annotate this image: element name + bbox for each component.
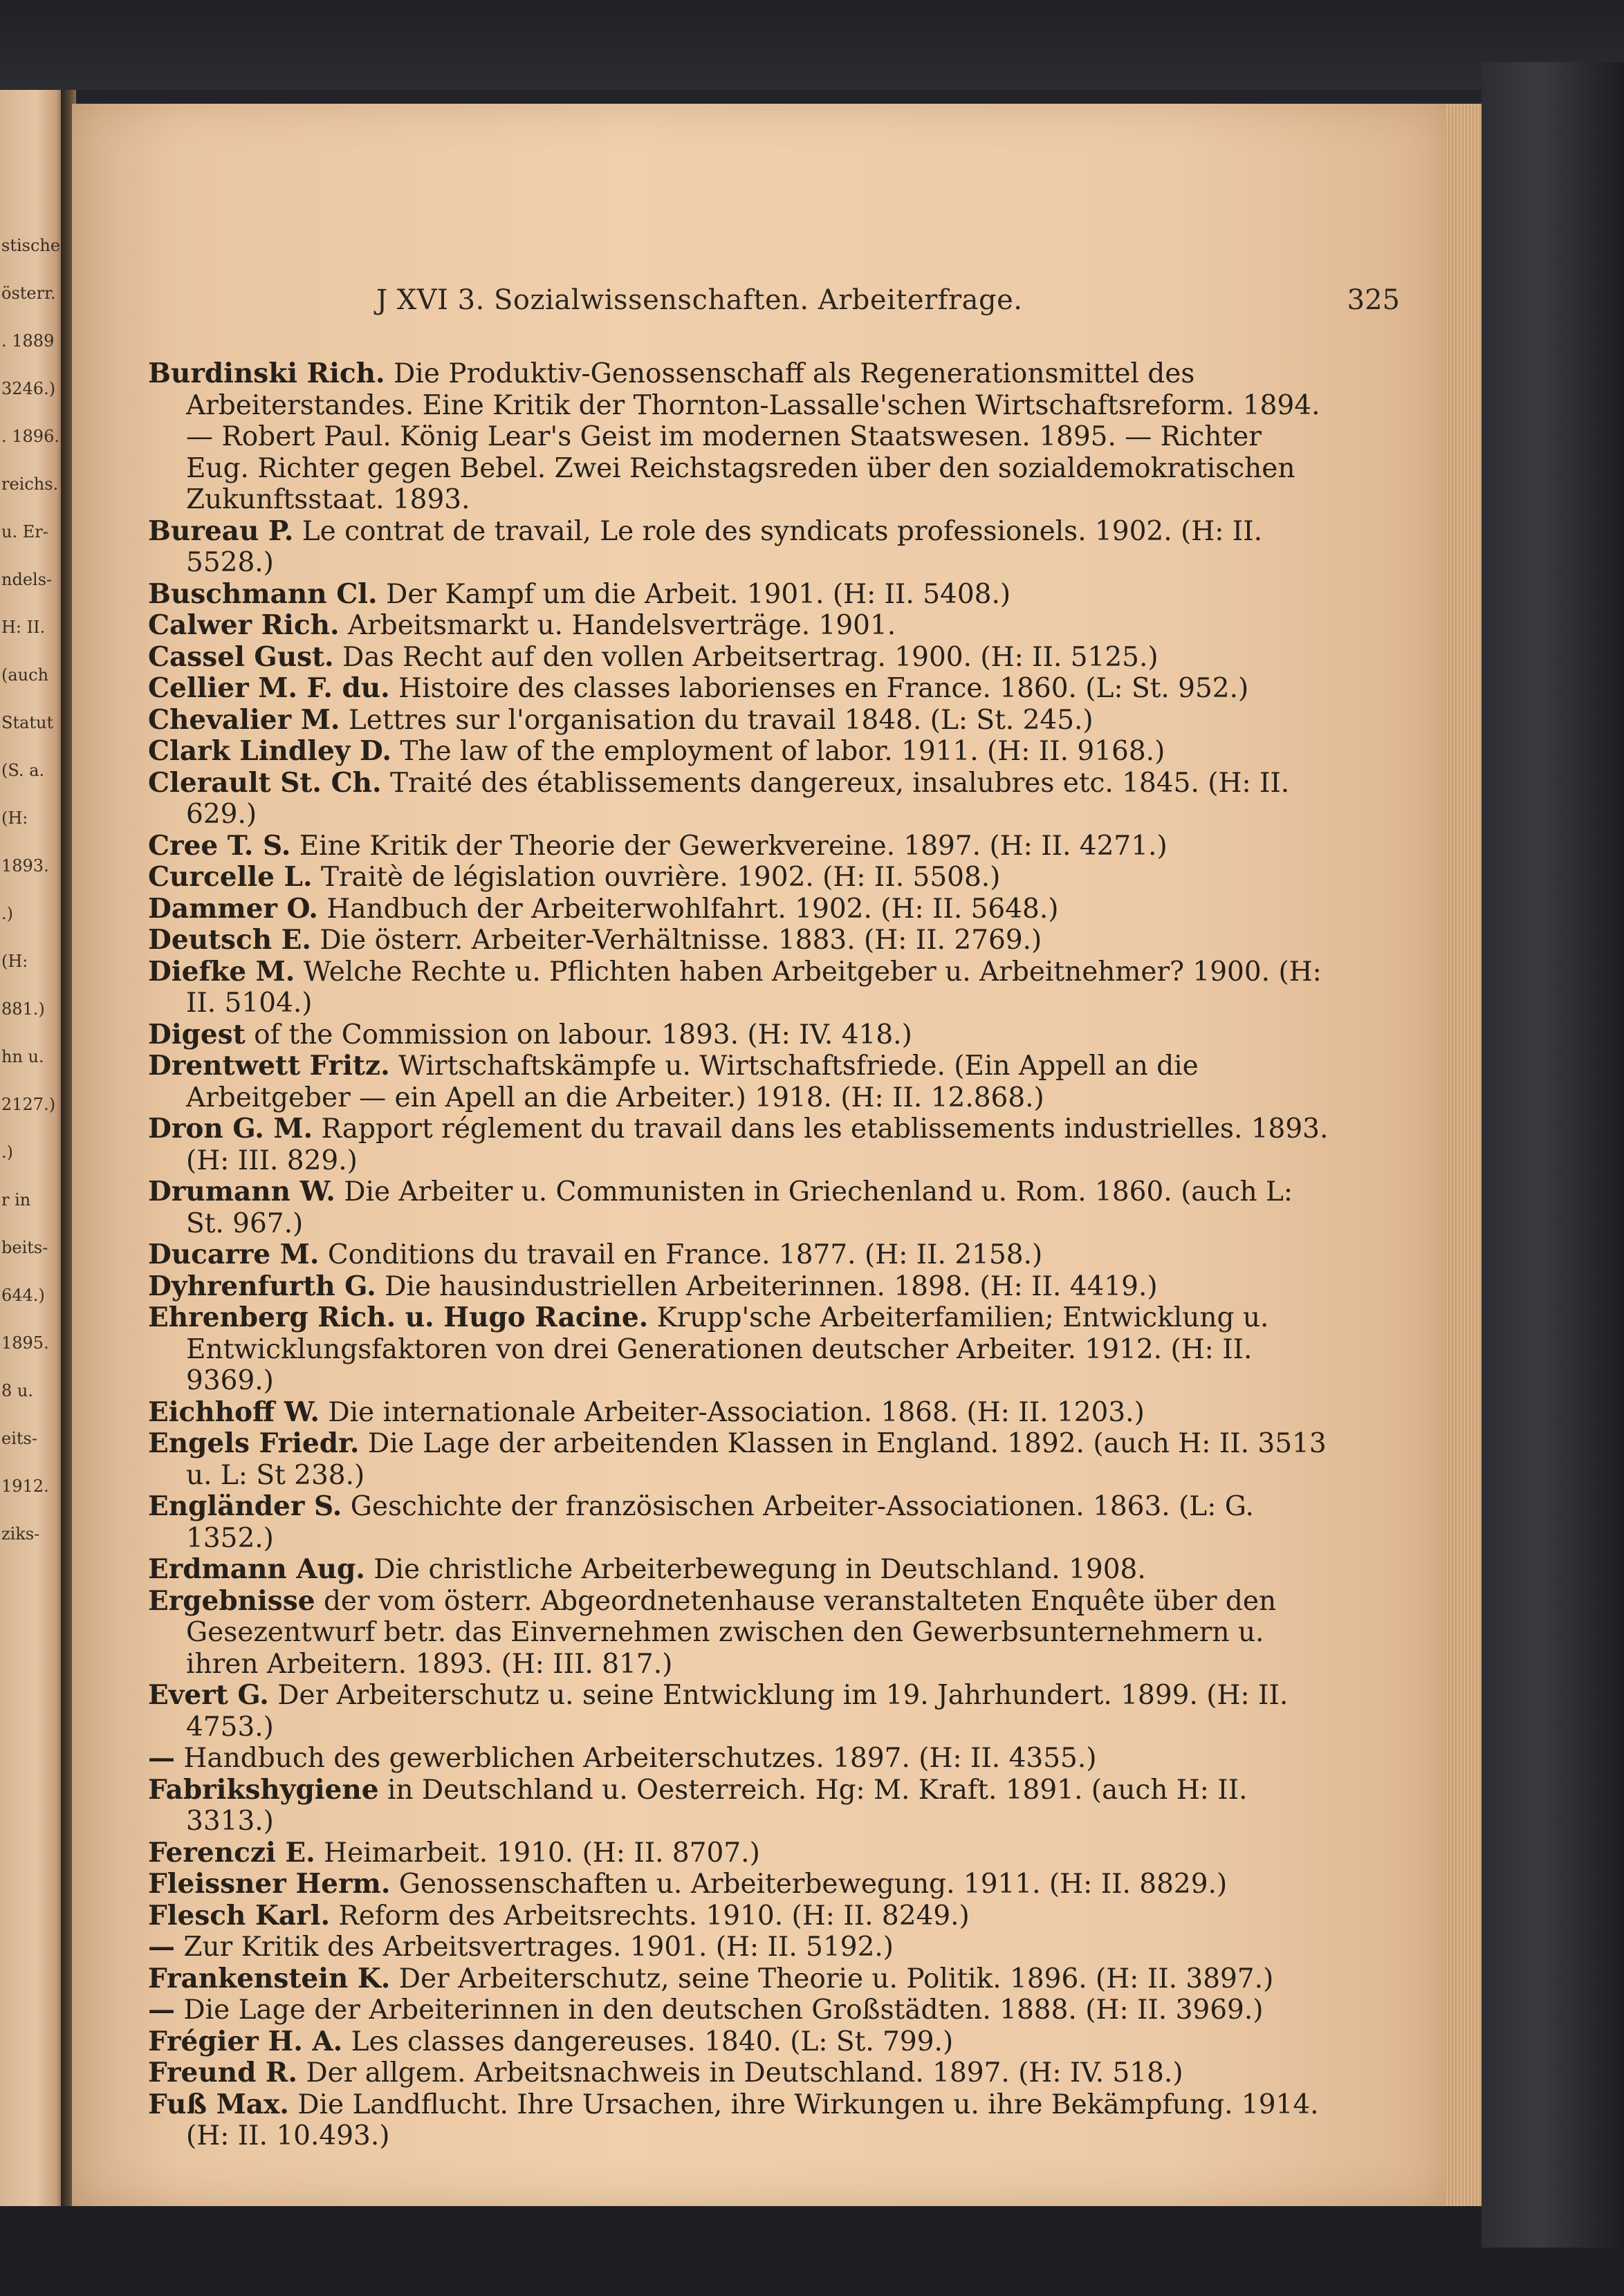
entry-author: Cree T. S.	[148, 829, 291, 862]
entry-author: Ehrenberg Rich. u. Hugo Racine.	[148, 1302, 649, 1333]
edge-fragment: 1893.	[1, 856, 49, 876]
entry-text: Die Lage der Arbeiterinnen in den deutschen Großstädten. 1888. (H: II. 3969.)	[183, 1994, 1264, 2026]
bibliography-entry	[148, 1554, 1331, 1586]
entry-author: Ergebnisse	[148, 1584, 315, 1617]
bibliography-entry	[148, 579, 1331, 611]
edge-fragment: .)	[1, 1142, 13, 1162]
running-header	[376, 279, 1400, 321]
entry-author: Clerault St. Ch.	[148, 766, 382, 799]
bibliography-entry	[148, 1869, 1331, 1900]
entry-text: der vom österr. Abgeordnetenhause veranstalteten Enquête über den Gesezentwurf betr. das Einvernehmen zwischen den Gewerbsunternehmern u. ihren Arbeitern. 1893. (H: III. 817.)	[186, 1585, 1277, 1680]
bibliography-entry	[148, 516, 1331, 579]
entry-author: Diefke M.	[148, 955, 295, 988]
edge-fragment: 2127.)	[1, 1095, 56, 1114]
entry-text: Die österr. Arbeiter-Verhältnisse. 1883. (H: II. 2769.)	[320, 925, 1042, 956]
entry-text: Handbuch des gewerblichen Arbeiterschutzes. 1897. (H: II. 4355.)	[183, 1743, 1097, 1774]
left-page-edge	[0, 90, 66, 2206]
bibliography-entry	[148, 736, 1331, 768]
entry-text: Krupp'sche Arbeiterfamilien; Entwicklung u. Entwicklungsfaktoren von drei Generationen deutscher Arbeiter. 1912. (H: II. 9369.)	[186, 1302, 1269, 1396]
bibliography-entry	[148, 831, 1331, 862]
entry-author: Digest	[148, 1018, 246, 1050]
dark-background-bottom	[0, 2206, 1624, 2296]
edge-fragment: r in	[1, 1190, 31, 1210]
edge-fragment: österr.	[1, 284, 56, 303]
entry-text: Die Lage der arbeitenden Klassen in England. 1892. (auch H: II. 3513 u. L: St 238.)	[186, 1428, 1327, 1491]
page-edges	[1446, 104, 1482, 2206]
bibliography-entry	[148, 2026, 1331, 2058]
bibliography-entry	[148, 642, 1331, 674]
entry-author: Fuß Max.	[148, 2088, 289, 2120]
entry-text: Die hausindustriellen Arbeiterinnen. 1898. (H: II. 4419.)	[385, 1270, 1158, 1302]
bibliography-entry	[148, 1775, 1331, 1837]
bibliography-entry	[148, 768, 1331, 831]
edge-fragment: 644.)	[1, 1286, 45, 1305]
entry-author: Cassel Gust.	[148, 640, 334, 673]
bibliography-entry	[148, 673, 1331, 705]
edge-fragment: 1895.	[1, 1333, 49, 1353]
edge-fragment: stische	[1, 236, 61, 255]
entry-text: Conditions du travail en France. 1877. (H: II. 2158.)	[327, 1239, 1043, 1270]
edge-fragment: hn u.	[1, 1047, 44, 1066]
entry-text: of the Commission on labour. 1893. (H: IV. 418.)	[254, 1019, 912, 1050]
entry-text: Traité des établissements dangereux, insalubres etc. 1845. (H: II. 629.)	[186, 767, 1290, 830]
entry-author: Buschmann Cl.	[148, 577, 378, 610]
entry-text: Der Kampf um die Arbeit. 1901. (H: II. 5408.)	[386, 578, 1011, 610]
entry-author: Bureau P.	[148, 515, 294, 547]
edge-fragment: H: II.	[1, 618, 46, 637]
entry-text: Wirtschaftskämpfe u. Wirtschaftsfriede. (Ein Appell an die Arbeitgeber — ein Apell an die Arbeiter.) 1918. (H: II. 12.868.)	[186, 1050, 1199, 1113]
edge-fragment: ziks-	[1, 1524, 40, 1544]
entry-author: Engländer S.	[148, 1490, 342, 1522]
entry-author: Ducarre M.	[148, 1239, 320, 1270]
entry-author: Dammer O.	[148, 892, 318, 925]
entry-author: Freund R.	[148, 2057, 297, 2089]
entry-text: Die Produktiv-Genossenschaff als Regenerationsmittel des Arbeiterstandes. Eine Kritik der Thornton-Lassalle'schen Wirtschaftsreform. 1894. — Robert Paul. König Lear's Geist im modernen Staatswesen. 1895. — Richter Eug. Richter gegen Bebel. Zwei Reichstagsreden über den sozialdemokratischen Zukunftsstaat. 1893.	[186, 358, 1320, 515]
bibliography-entry	[148, 1963, 1331, 1995]
bibliography-entry	[148, 358, 1331, 516]
bibliography-entry	[148, 1586, 1331, 1681]
entry-text: Histoire des classes laborienses en France. 1860. (L: St. 952.)	[398, 673, 1249, 704]
entry-author: Engels Friedr.	[148, 1427, 360, 1459]
edge-fragment: 1912.	[1, 1476, 49, 1496]
entry-text: Arbeitsmarkt u. Handelsverträge. 1901.	[347, 610, 896, 641]
entry-text: in Deutschland u. Oesterreich. Hg: M. Kraft. 1891. (auch H: II. 3313.)	[186, 1774, 1248, 1837]
edge-fragment: u. Er-	[1, 522, 48, 541]
bibliography-entry	[148, 1113, 1331, 1176]
entry-text: Genossenschaften u. Arbeiterbewegung. 1911. (H: II. 8829.)	[398, 1869, 1228, 1900]
bibliography-entry	[148, 1900, 1331, 1932]
entry-author: Dron G. M.	[148, 1113, 313, 1145]
edge-fragment: eits-	[1, 1429, 37, 1448]
book-binding	[1482, 62, 1624, 2248]
entry-text: Geschichte der französischen Arbeiter-Associationen. 1863. (L: G. 1352.)	[186, 1491, 1254, 1554]
entry-author: Evert G.	[148, 1679, 269, 1711]
bibliography-entry	[148, 2057, 1331, 2089]
dark-background-top	[0, 0, 1624, 90]
entry-author: Fabrikshygiene	[148, 1773, 379, 1806]
bibliography-entry	[148, 925, 1331, 956]
entry-text: Eine Kritik der Theorie der Gewerkvereine. 1897. (H: II. 4271.)	[299, 830, 1168, 862]
entry-author: —	[148, 1994, 175, 2026]
edge-fragment: (H:	[1, 808, 28, 828]
bibliography-entry	[148, 894, 1331, 925]
bibliography-entry	[148, 862, 1331, 894]
edge-fragment: 3246.)	[1, 379, 56, 398]
edge-fragment: Statut	[1, 713, 54, 732]
edge-fragment: 881.)	[1, 999, 45, 1019]
entry-text: Der allgem. Arbeitsnachweis in Deutschland. 1897. (H: IV. 518.)	[306, 2057, 1183, 2089]
entry-author: Erdmann Aug.	[148, 1553, 365, 1585]
entry-author: Deutsch E.	[148, 924, 311, 956]
entry-text: Zur Kritik des Arbeitsvertrages. 1901. (H: II. 5192.)	[183, 1932, 894, 1963]
book-page	[72, 104, 1446, 2206]
entry-author: Drentwett Fritz.	[148, 1050, 390, 1082]
entry-author: Clark Lindley D.	[148, 735, 392, 767]
entry-author: Flesch Karl.	[148, 1899, 331, 1932]
bibliography-entry	[148, 705, 1331, 737]
edge-fragment: (auch	[1, 665, 49, 685]
entry-author: Curcelle L.	[148, 861, 313, 893]
entry-text: Rapport réglement du travail dans les etablissements industrielles. 1893. (H: III. 829.)	[186, 1113, 1329, 1176]
edge-fragment: beits-	[1, 1238, 48, 1257]
bibliography-entry	[148, 1743, 1331, 1775]
entry-author: Burdinski Rich.	[148, 358, 385, 389]
bibliography-entry	[148, 1019, 1331, 1051]
entry-author: Dyhrenfurth G.	[148, 1270, 376, 1302]
entry-text: The law of the employment of labor. 1911. (H: II. 9168.)	[400, 736, 1165, 767]
entry-text: Le contrat de travail, Le role des syndicats professionels. 1902. (H: II. 5528.)	[186, 515, 1263, 578]
entry-author: Drumann W.	[148, 1176, 335, 1207]
entry-author: —	[148, 1742, 175, 1774]
entry-author: —	[148, 1931, 175, 1963]
edge-fragment: . 1889	[1, 331, 55, 351]
bibliography-entry	[148, 1428, 1331, 1491]
bibliography-entry	[148, 1050, 1331, 1113]
bibliography-entry	[148, 1680, 1331, 1743]
entry-text: Die Arbeiter u. Communisten in Griechenland u. Rom. 1860. (auch L: St. 967.)	[186, 1176, 1293, 1239]
entry-text: Die christliche Arbeiterbewegung in Deutschland. 1908.	[373, 1554, 1146, 1585]
entry-text: Das Recht auf den vollen Arbeitsertrag. 1900. (H: II. 5125.)	[342, 641, 1159, 673]
entry-text: Die Landflucht. Ihre Ursachen, ihre Wirkungen u. ihre Bekämpfung. 1914. (H: II. 10.493.)	[186, 2089, 1319, 2151]
entry-text: Handbuch der Arbeiterwohlfahrt. 1902. (H: II. 5648.)	[326, 893, 1059, 925]
page-number: 325	[1347, 284, 1400, 316]
bibliography-entry	[148, 1491, 1331, 1554]
header-title: J XVI 3. Sozialwissenschaften. Arbeiterfrage.	[376, 284, 1023, 316]
entry-text: Die internationale Arbeiter-Association. 1868. (H: II. 1203.)	[328, 1396, 1145, 1428]
edge-fragment: reichs.	[1, 474, 59, 494]
entry-author: Fleissner Herm.	[148, 1868, 391, 1900]
bibliography-entry	[148, 1397, 1331, 1429]
entry-author: Frégier H. A.	[148, 2025, 343, 2057]
bibliography-entry	[148, 1932, 1331, 1963]
entry-text: Les classes dangereuses. 1840. (L: St. 799.)	[351, 2026, 954, 2057]
edge-fragment: .)	[1, 904, 13, 923]
edge-fragment: (H:	[1, 952, 28, 971]
left-page-edge-text	[0, 235, 66, 1571]
bibliography-entry	[148, 1302, 1331, 1397]
bibliography-entry	[148, 1239, 1331, 1271]
edge-fragment: 8 u.	[1, 1381, 33, 1400]
entry-text: Traitè de législation ouvrière. 1902. (H: II. 5508.)	[320, 862, 1001, 893]
edge-fragment: ndels-	[1, 570, 53, 589]
entry-text: Heimarbeit. 1910. (H: II. 8707.)	[324, 1837, 760, 1869]
entry-author: Eichhoff W.	[148, 1396, 320, 1428]
bibliography-entry	[148, 1271, 1331, 1303]
entry-author: Cellier M. F. du.	[148, 672, 390, 704]
entry-text: Welche Rechte u. Pflichten haben Arbeitgeber u. Arbeitnehmer? 1900. (H: II. 5104.)	[186, 956, 1322, 1019]
bibliography-entry	[148, 956, 1331, 1019]
entry-author: Ferenczi E.	[148, 1836, 315, 1869]
entry-text: Der Arbeiterschutz, seine Theorie u. Politik. 1896. (H: II. 3897.)	[398, 1963, 1274, 1994]
entry-author: Calwer Rich.	[148, 609, 340, 641]
edge-fragment: (S. a.	[1, 761, 45, 780]
entry-author: Chevalier M.	[148, 703, 340, 736]
bibliography-entry	[148, 1994, 1331, 2026]
entry-text: Reform des Arbeitsrechts. 1910. (H: II. 8249.)	[338, 1900, 970, 1932]
entry-text: Der Arbeiterschutz u. seine Entwicklung im 19. Jahrhundert. 1899. (H: II. 4753.)	[186, 1680, 1289, 1743]
bibliography-entry	[148, 1837, 1331, 1869]
entry-text: Lettres sur l'organisation du travail 1848. (L: St. 245.)	[348, 704, 1094, 736]
entry-author: Frankenstein K.	[148, 1962, 391, 1994]
bibliography-entry	[148, 610, 1331, 642]
bibliography-list	[148, 358, 1331, 2152]
edge-fragment: . 1896.	[1, 427, 59, 446]
bibliography-entry	[148, 2089, 1331, 2152]
bibliography-entry	[148, 1176, 1331, 1239]
